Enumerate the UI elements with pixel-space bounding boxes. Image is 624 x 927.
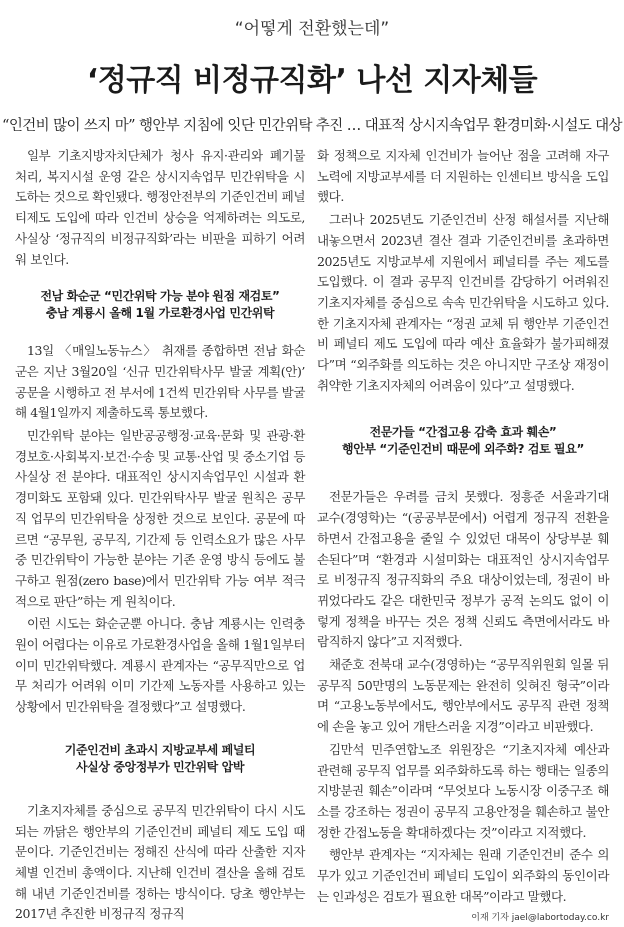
paragraph: 행안부 관계자는 “지자체는 원래 기준인건비 준수 의무가 있고 기준인건비 페널티 도입이 외주화의 동인이라는 인과성은 검토가 필요한 대목”이라고 말했다. (317, 847, 609, 904)
paragraph: 기초지자체를 중심으로 공무직 민간위탁이 다시 시도되는 까닭은 행안부의 기준인건비 페널티 제도 도입 때문이다. 기준인건비는 정해진 산식에 따라 산출한 지자체별 인건비 총액이다. 지난해 인건비 결산을 올해 검토해 내년 기준인건비를 정하는 방식이다. 당초 행안부는 2017년 추진한 비정규직 정규직 (15, 802, 305, 922)
paragraph: 화 정책으로 지자체 인건비가 늘어난 점을 고려해 자구노력에 지방교부세를 더 지원하는 인센티브 방식을 도입했다. (317, 148, 609, 205)
paragraph: 민간위탁 분야는 일반공공행정·교육·문화 및 관광·환경보호·사회복지·보건·수송 및 교통·산업 및 중소기업 등 사실상 전 분야다. 대표적인 상시지속업무인 시설과 환경미화도 포함돼 있다. 민간위탁사무 발굴 원칙은 공무직 업무의 민간위탁을 상정한 것으로 보인다. 공문에 따르면 “공무원, 공무직, 기간제 등 인력소요가 많은 사무 중 민간위탁이 가능한 분야는 기존 운영 방식 등에도 불구하고 원점(zero base)에서 민간위탁 가능 여부 적극적으로 판단”하는 게 원칙이다. (15, 428, 305, 609)
subheading (317, 424, 609, 458)
paragraph: 13일 〈매일노동뉴스〉 취재를 종합하면 전남 화순군은 지난 3월20일 ‘신규 민간위탁사무 발굴 계획(안)’ 공문을 시행하고 전 부서에 1건씩 민간위탁 사무를 발굴해 4월1일까지 제출하도록 통보했다. (15, 343, 305, 421)
paragraph: 김만석 민주연합노조 위원장은 “기초지자체 예산과 관련해 공무직 업무를 외주화하도록 하는 행태는 일종의 지방분권 훼손”이라며 “무엇보다 노동시장 이중구조 해소를 강조하는 정권이 공무직 고용안정을 훼손하고 불안정한 간접노동을 확대하겠다는 것”이라고 지적했다. (317, 741, 609, 840)
byline: 이재 기자 jael@labortoday.co.kr (471, 912, 609, 923)
paragraph: 전문가들은 우려를 금치 못했다. 정흥준 서울과기대 교수(경영학)는 “(공공부문에서) 어렵게 정규직 전환을 하면서 간접고용을 줄일 수 있었던 대목이 상당부분 훼손된다”며 “환경과 시설미화는 대표적인 상시지속업무로 비정규직 정규직화의 주요 대상이었는데, 정권이 바뀌었다라도 같은 대한민국 정부가 공적 논의도 없이 이렇게 정책을 바꾸는 것은 정책 신뢰도 측면에서라도 바람직하지 않다”고 지적했다. (317, 489, 609, 650)
subheading-line: 사실상 중앙정부가 민간위탁 압박 (75, 759, 245, 774)
subheading-line: 충남 계룡시 올해 1월 가로환경사업 민간위탁 (45, 306, 275, 321)
subheading-line: 전남 화순군 “민간위탁 가능 분야 원점 재검토” (40, 289, 280, 304)
paragraph: 이런 시도는 화순군뿐 아니다. 충남 계룡시는 인력충원이 어렵다는 이유로 가로환경사업을 올해 1월1일부터 이미 민간위탁했다. 계룡시 관계자는 “공무직만으로 업무 처리가 어려워 이미 기간제 노동자를 사용하고 있는 상황에서 민간위탁을 결정했다”고 설명했다. (15, 616, 305, 715)
subheading-line: 기준인건비 초과시 지방교부세 페널티 (64, 742, 256, 757)
paragraph: 일부 기초지방자치단체가 청사 유지·관리와 폐기물 처리, 복지시설 운영 같은 상시지속업무 민간위탁을 시도하는 것으로 확인됐다. 행정안전부의 기준인건비 페널티제도 도입에 따라 인건비 상승을 억제하려는 의도로, 사실상 ‘정규직의 비정규직화’라는 비판을 피하기 어려워 보인다. (15, 148, 305, 267)
subheading-line: 행안부 “기준인건비 때문에 외주화? 검토 필요” (342, 442, 584, 457)
subheading (15, 742, 305, 776)
left-column (15, 146, 305, 927)
right-column (317, 146, 609, 923)
article-title: ‘정규직 비정규직화’ 나선 지자체들 (86, 63, 538, 98)
paragraph: 채준호 전북대 교수(경영하)는 “공무직위원회 일몰 뒤 공무직 50만명의 노동문제는 완전히 잊혀진 형국”이라며 “고용노동부에서도, 행안부에서도 공무직 관련 정책에 손을 놓고 있어 개탄스러울 지경”이라고 비판했다. (317, 657, 609, 735)
paragraph: 그러나 2025년도 기준인건비 산정 해설서를 지난해 내놓으면서 2023년 결산 결과 기준인건비를 초과하면 2025년도 지방교부세 지원에서 페널티를 주는 제도를 도입했다. 이 결과 공무직 인건비를 감당하기 어려워진 기초지자체를 중심으로 속속 민간위탁을 시도하고 있다. 한 기초지자체 관계자는 “정권 교체 뒤 행안부 기준인건비 페널티 제도 도입에 따라 예산 효율화가 불가피해졌다”며 “외주화를 의도하는 것은 아니지만 구조상 재정이 취약한 기초지자체의 어려움이 있다”고 설명했다. (317, 212, 609, 393)
subheading-line: 전문가들 “간접고용 감축 효과 훼손” (369, 425, 557, 440)
article-subtitle: “인건비 많이 쓰지 마” 행안부 지침에 잇단 민간위탁 추진 … 대표적 상시지속업무 환경미화·시설도 대상 (2, 118, 622, 134)
subheading (15, 288, 305, 322)
article-kicker: “어떻게 전환했는데” (234, 19, 390, 39)
